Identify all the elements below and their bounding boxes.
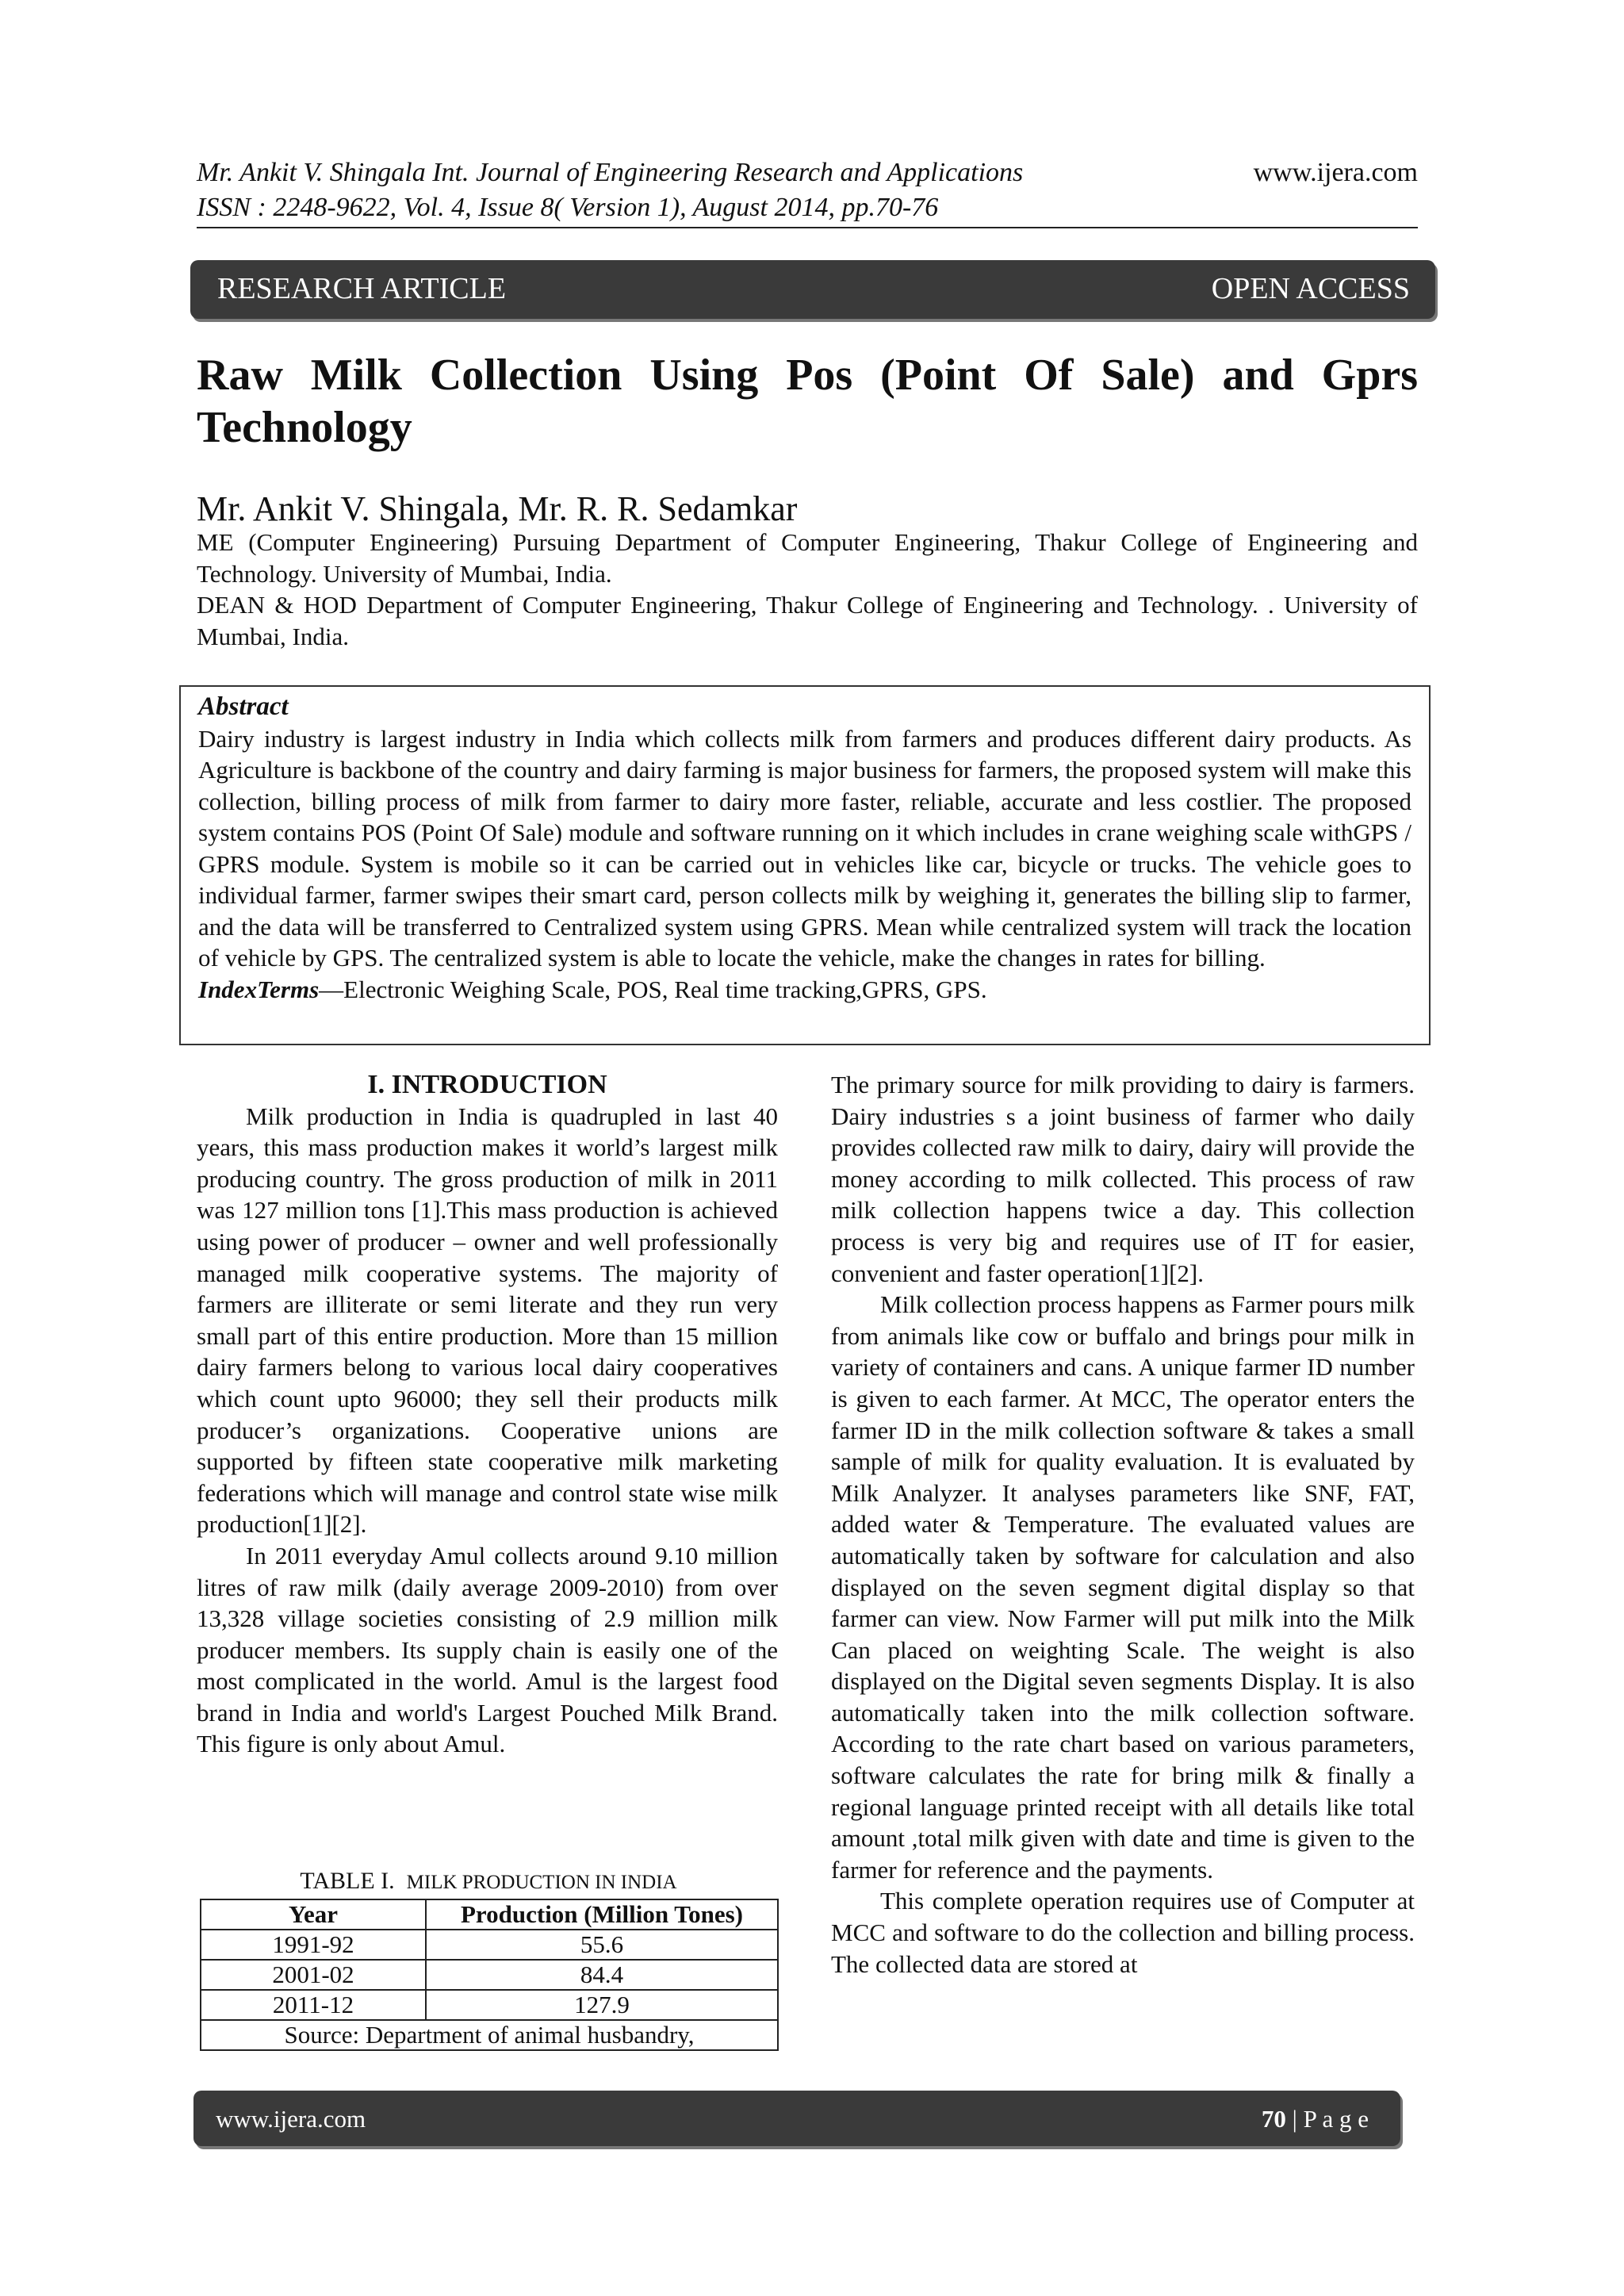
issn-line: ISSN : 2248-9622, Vol. 4, Issue 8( Version 1), August 2014, pp.70-76	[197, 193, 939, 222]
table-cell-production: 127.9	[426, 1990, 778, 2020]
table-caption-text: MILK PRODUCTION IN INDIA	[406, 1872, 677, 1893]
journal-header-line-1	[197, 155, 1418, 190]
body-paragraph-2: Milk collection process happens as Farmer pours milk from animals like cow or buffalo and brings pour milk in variety of containers and cans. A unique farmer ID number is given to each farmer. At MCC, The operator enters the farmer ID in the milk collection software & takes a small sample of milk for quality evaluation. It is evaluated by Milk Analyzer. It analyses parameters like SNF, FAT, added water & Temperature. The evaluated values are automatically taken by software for calculation and also displayed on the seven segment digital display so that farmer can view. Now Farmer will put milk into the Milk Can placed on weighting Scale. The weight is also displayed on the Digital seven segments Display. It is also automatically taken into the milk collection software. According to the rate chart based on various parameters, software calculates the rate for bring milk & finally a regional language printed receipt with all details like total amount ,total milk given with date and time is given to the farmer for reference and the payments.	[831, 1290, 1415, 1884]
intro-paragraph-1: Milk production in India is quadrupled in last 40 years, this mass production makes it world’s largest milk producing country. The gross production of milk in 2011 was 127 million tons [1].This mass production is achieved using power of producer – owner and well professionally managed milk cooperative systems. The majority of farmers are illiterate or semi literate and they run very small part of this entire production. More than 15 million dairy farmers belong to various local dairy cooperatives which count upto 96000; they sell their products milk producer’s organizations. Cooperative unions are supported by fifteen state cooperative milk marketing federations which will manage and control state wise milk production[1][2].	[197, 1102, 778, 1539]
table-row	[201, 1990, 778, 2020]
table-header-production: Production (Million Tones)	[426, 1899, 778, 1930]
paper-title: Raw Milk Collection Using Pos (Point Of Sale) and Gprs Technology	[197, 351, 1418, 452]
intro-paragraph-2: In 2011 everyday Amul collects around 9.10 million litres of raw milk (daily average 2009-2010) from over 13,328 village societies consisting of 2.9 million milk producer members. Its supply chain is easily one of the most complicated in the world. Amul is the largest food brand in India and world's Largest Pouched Milk Brand. This figure is only about Amul.	[197, 1541, 778, 1758]
table-caption-number: TABLE I.	[300, 1868, 395, 1894]
table-cell-production: 55.6	[426, 1930, 778, 1960]
page-label: | P a g e	[1285, 2105, 1369, 2133]
table-row	[201, 1960, 778, 1990]
page-number	[1262, 2105, 1369, 2133]
table-source: Source: Department of animal husbandry,	[201, 2020, 778, 2050]
right-column	[831, 1069, 1415, 1980]
page-footer-bar	[193, 2091, 1400, 2146]
body-paragraph-3: This complete operation requires use of Computer at MCC and software to do the collection and billing process. The collected data are stored at	[831, 1887, 1415, 1978]
table-cell-year: 2001-02	[201, 1960, 426, 1990]
open-access-label: OPEN ACCESS	[1211, 272, 1410, 305]
table-cell-year: 2011-12	[201, 1990, 426, 2020]
index-terms	[198, 974, 1411, 1006]
footer-website-link[interactable]: www.ijera.com	[216, 2105, 366, 2133]
index-terms-text: —Electronic Weighing Scale, POS, Real time tracking,GPRS, GPS.	[319, 975, 987, 1003]
research-article-label: RESEARCH ARTICLE	[217, 272, 507, 305]
author-list: Mr. Ankit V. Shingala, Mr. R. R. Sedamkar	[197, 489, 798, 528]
page-number-value: 70	[1261, 2105, 1286, 2133]
table-cell-year: 1991-92	[201, 1930, 426, 1960]
section-heading-introduction: I. INTRODUCTION	[367, 1070, 607, 1099]
journal-name: Mr. Ankit V. Shingala Int. Journal of Engineering Research and Applications	[197, 158, 1024, 187]
affiliation-1: ME (Computer Engineering) Pursuing Department of Computer Engineering, Thakur College of Engineering and Technology. University of Mumbai, India.	[197, 528, 1418, 588]
table-source-row	[201, 2020, 778, 2050]
affiliation-2: DEAN & HOD Department of Computer Engineering, Thakur College of Engineering and Technology. . University of Mumbai, India.	[197, 591, 1418, 650]
abstract-heading: Abstract	[198, 692, 289, 721]
table-caption	[198, 1865, 779, 1899]
body-paragraph-1: The primary source for milk providing to dairy is farmers. Dairy industries s a joint business of farmer who daily provides collected raw milk to dairy, dairy will provide the money according to milk collected. This process of raw milk collection happens twice a day. This collection process is very big and requires use of IT for easier, convenient and faster operation[1][2].	[831, 1071, 1415, 1287]
abstract-box	[179, 685, 1431, 1045]
left-column	[197, 1069, 778, 1760]
index-terms-label: IndexTerms	[198, 975, 320, 1003]
table-header-year: Year	[201, 1899, 426, 1930]
milk-production-table	[200, 1899, 779, 2051]
table-cell-production: 84.4	[426, 1960, 778, 1990]
table-header-row	[201, 1899, 778, 1930]
header-website-link[interactable]: www.ijera.com	[1253, 158, 1418, 187]
abstract-text: Dairy industry is largest industry in India which collects milk from farmers and produces different dairy products. As Agriculture is backbone of the country and dairy farming is major business for farmers, the proposed system will make this collection, billing process of milk from farmer to dairy more faster, reliable, accurate and less costlier. The proposed system contains POS (Point Of Sale) module and software running on it which includes in crane weighing scale withGPS / GPRS module. System is mobile so it can be carried out in vehicles like car, bicycle or trucks. The vehicle goes to individual farmer, farmer swipes their smart card, person collects milk by weighing it, generates the billing slip to farmer, and the data will be transferred to Centralized system using GPRS. Mean while centralized system will track the location of vehicle by GPS. The centralized system is able to locate the vehicle, make the changes in rates for billing.	[198, 724, 1411, 972]
article-type-banner	[190, 260, 1435, 319]
header-divider	[197, 227, 1418, 228]
table-row	[201, 1930, 778, 1960]
